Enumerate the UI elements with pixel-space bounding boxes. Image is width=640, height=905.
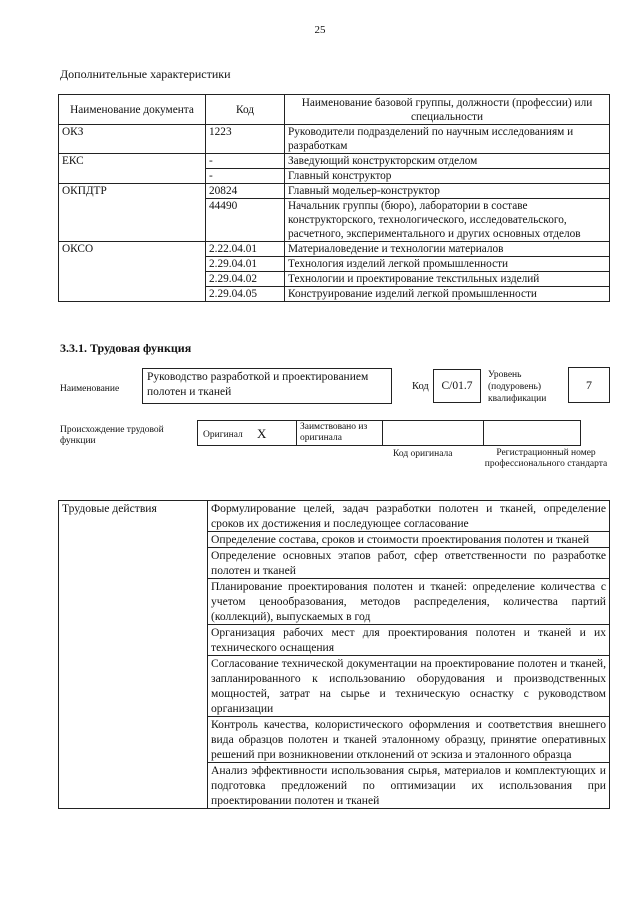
- name-cell: Главный конструктор: [285, 169, 610, 184]
- name-cell: Главный модельер-конструктор: [285, 184, 610, 199]
- origin-divider: [483, 420, 484, 446]
- name-cell: Технология изделий легкой промышленности: [285, 257, 610, 272]
- doc-cell: ОКЗ: [59, 125, 206, 154]
- column-header-code: Код: [206, 95, 285, 125]
- table-row: [59, 184, 610, 199]
- code-label: Код: [412, 381, 429, 392]
- labor-action-item: Организация рабочих мест для проектирования полотен и тканей и их технического оснащения: [208, 625, 610, 656]
- labor-action-item: Планирование проектирования полотен и тканей: определение количества с учетом ценообразования, методов распределения, количества партий (коллекций), выпускаемых в год: [208, 579, 610, 625]
- code-cell: 44490: [206, 199, 285, 242]
- name-label: Наименование: [60, 384, 120, 394]
- code-cell: -: [206, 169, 285, 184]
- code-cell: -: [206, 154, 285, 169]
- table-row: [59, 242, 610, 257]
- doc-cell: ЕКС: [59, 154, 206, 184]
- table-row: [59, 501, 610, 532]
- name-cell: Конструирование изделий легкой промышленности: [285, 287, 610, 302]
- name-cell: Руководители подразделений по научным исследованиям и разработкам: [285, 125, 610, 154]
- borrowed-label: Заимствовано из оригинала: [300, 422, 368, 443]
- qualification-level-box: 7: [568, 367, 610, 403]
- labor-action-item: Формулирование целей, задач разработки полотен и тканей, определение сроков их достижения и последующее согласование: [208, 501, 610, 532]
- qualification-level-label: Уровень (подуровень) квалификации: [488, 370, 547, 404]
- original-label: Оригинал: [203, 430, 243, 440]
- registration-number-label: Регистрационный номер профессионального стандарта: [484, 448, 608, 469]
- labor-action-item: Определение состава, сроков и стоимости проектирования полотен и тканей: [208, 532, 610, 548]
- original-mark: Х: [257, 426, 267, 441]
- origin-divider: [296, 420, 297, 446]
- code-cell: 2.29.04.05: [206, 287, 285, 302]
- additional-characteristics-heading: Дополнительные характеристики: [60, 67, 231, 81]
- origin-divider: [382, 420, 383, 446]
- column-header-name: Наименование базовой группы, должности (профессии) или специальности: [285, 95, 610, 125]
- labor-action-item: Контроль качества, колористического оформления и соответствия внешнего вида образцов полотен и тканей эталонному образцу, принятие оперативных решений при возникновении отклонений от эскиза и эталонного образца: [208, 717, 610, 763]
- labor-actions-label: Трудовые действия: [59, 501, 208, 809]
- code-original-label: Код оригинала: [393, 449, 453, 459]
- origin-label: Происхождение трудовой функции: [60, 425, 164, 446]
- name-cell: Начальник группы (бюро), лаборатории в составе конструкторского, технологического, исследовательского, расчетного, экспериментального и других основных отделов: [285, 199, 610, 242]
- code-cell: 2.29.04.02: [206, 272, 285, 287]
- page-number: 25: [314, 24, 326, 36]
- name-cell: Материаловедение и технологии материалов: [285, 242, 610, 257]
- labor-action-item: Согласование технической документации на проектирование полотен и тканей, запланированного к использованию оборудования и производственных мощностей, затрат на сырье и техническую оснастку с руководством организации: [208, 656, 610, 717]
- additional-characteristics-table: [58, 94, 610, 302]
- labor-function-heading: 3.3.1. Трудовая функция: [60, 341, 192, 355]
- doc-cell: ОКСО: [59, 242, 206, 302]
- name-cell: Технологии и проектирование текстильных изделий: [285, 272, 610, 287]
- code-cell: 1223: [206, 125, 285, 154]
- table-row: [59, 125, 610, 154]
- labor-action-item: Анализ эффективности использования сырья, материалов и комплектующих и подготовка предложений по оптимизации их использования при проектировании полотен и тканей: [208, 763, 610, 809]
- labor-action-item: Определение основных этапов работ, сфер ответственности по разработке полотен и тканей: [208, 548, 610, 579]
- code-cell: 2.22.04.01: [206, 242, 285, 257]
- labor-actions-table: [58, 500, 610, 809]
- code-cell: 20824: [206, 184, 285, 199]
- name-cell: Заведующий конструкторским отделом: [285, 154, 610, 169]
- doc-cell: ОКПДТР: [59, 184, 206, 242]
- code-cell: 2.29.04.01: [206, 257, 285, 272]
- table-row: [59, 154, 610, 169]
- column-header-document: Наименование документа: [59, 95, 206, 125]
- origin-box: [197, 420, 581, 446]
- function-code-box: С/01.7: [433, 369, 481, 403]
- function-name-box: Руководство разработкой и проектированием полотен и тканей: [142, 368, 392, 404]
